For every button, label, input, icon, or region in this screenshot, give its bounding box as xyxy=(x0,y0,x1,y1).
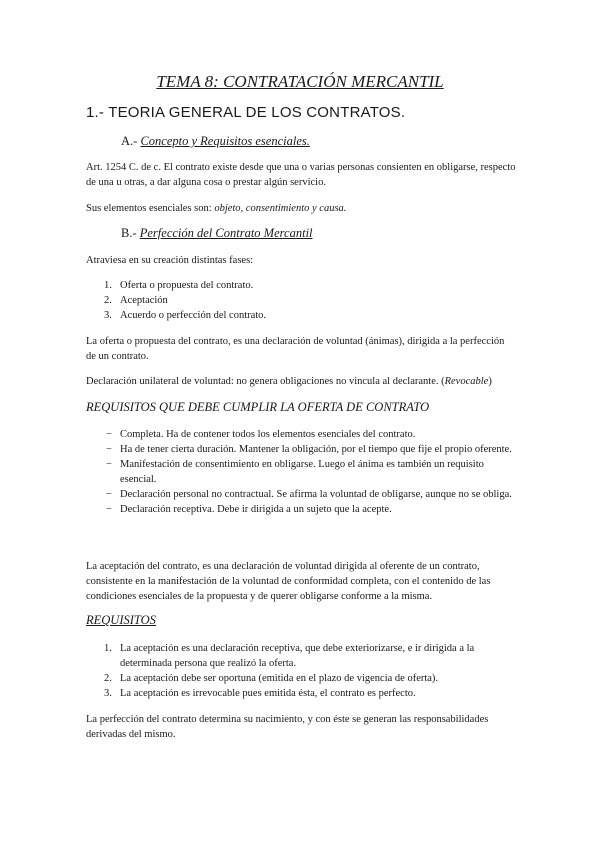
phase-item-number: 3. xyxy=(104,310,112,321)
elements-italic: objeto, consentimiento y causa. xyxy=(214,203,347,214)
acceptance-requirements-list xyxy=(86,641,516,701)
bullet-dash-icon: − xyxy=(106,444,112,455)
art-1254-paragraph: Art. 1254 C. de c. El contrato existe desde que una o varias personas consienten en obligarse, respecto de una u otras, a dar alguna cosa o prestar algún servicio. xyxy=(86,162,516,188)
offer-requirement-item-text: Declaración receptiva. Debe ir dirigida a un sujeto que la acepte. xyxy=(120,504,392,515)
bullet-dash-icon: − xyxy=(106,489,112,500)
acceptance-requirement-item xyxy=(86,671,516,686)
unilateral-close: ) xyxy=(488,376,492,387)
phases-intro: Atraviesa en su creación distintas fases: xyxy=(86,255,254,266)
acceptance-requirement-item-number: 2. xyxy=(104,673,112,684)
unilateral-paragraph xyxy=(86,374,526,389)
phase-item-text: Aceptación xyxy=(120,295,168,306)
phases-list xyxy=(86,278,516,323)
subsection-b-heading xyxy=(121,226,313,241)
acceptance-requirement-item-text: La aceptación es una declaración receptiva, que debe exteriorizarse, e ir dirigida a la determinada persona que realizó la oferta. xyxy=(120,643,475,669)
acceptance-requirement-item-number: 3. xyxy=(104,688,112,699)
page-title: TEMA 8: CONTRATACIÓN MERCANTIL xyxy=(156,72,444,91)
phase-item xyxy=(86,308,516,323)
offer-requirements-list xyxy=(86,427,516,517)
requirements-heading: REQUISITOS xyxy=(86,613,156,627)
perfection-paragraph: La perfección del contrato determina su nacimiento, y con éste se generan las responsabilidades derivadas del mismo. xyxy=(86,714,489,740)
offer-requirements-heading: REQUISITOS QUE DEBE CUMPLIR LA OFERTA DE CONTRATO xyxy=(86,400,430,414)
section-heading: 1.- TEORIA GENERAL DE LOS CONTRATOS. xyxy=(86,104,406,121)
offer-requirement-item-text: Declaración personal no contractual. Se afirma la voluntad de obligarse, aunque no se obliga. xyxy=(120,489,512,500)
elements-prefix: Sus elementos esenciales son: xyxy=(86,203,215,214)
offer-requirement-item xyxy=(86,457,516,487)
acceptance-requirement-item-number: 1. xyxy=(104,643,112,654)
subsection-b-title: Perfección del Contrato Mercantil xyxy=(139,226,313,240)
offer-definition: La oferta o propuesta del contrato, es una declaración de voluntad (ánimas), dirigida a la perfección de un contrato. xyxy=(86,336,505,362)
offer-requirement-item xyxy=(86,487,516,502)
phase-item-text: Oferta o propuesta del contrato. xyxy=(120,280,254,291)
offer-requirement-item xyxy=(86,502,516,517)
offer-requirement-item xyxy=(86,442,516,457)
offer-requirement-item-text: Manifestación de consentimiento en obligarse. Luego el ánima es también un requisito esencial. xyxy=(120,459,484,485)
phase-item-number: 2. xyxy=(104,295,112,306)
phase-item xyxy=(86,278,516,293)
subsection-a-prefix: A.- xyxy=(121,134,141,148)
acceptance-definition: La aceptación del contrato, es una declaración de voluntad dirigida al oferente de un contrato, consistente en la manifestación de la voluntad de conformidad completa, con el contenido de las condiciones esenciales de la propuesta y de querer obligarse conforme a la misma. xyxy=(86,561,491,602)
offer-requirement-item xyxy=(86,427,516,442)
elements-paragraph xyxy=(86,201,516,216)
acceptance-requirement-item-text: La aceptación debe ser oportuna (emitida en el plazo de vigencia de oferta). xyxy=(120,673,439,684)
offer-requirement-item-text: Completa. Ha de contener todos los elementos esenciales del contrato. xyxy=(120,429,416,440)
unilateral-text: Declaración unilateral de voluntad: no genera obligaciones no vincula al declarante. ( xyxy=(86,376,445,387)
acceptance-requirement-item xyxy=(86,686,516,701)
subsection-a-title: Concepto y Requisitos esenciales. xyxy=(140,134,310,148)
bullet-dash-icon: − xyxy=(106,429,112,440)
phase-item-number: 1. xyxy=(104,280,112,291)
acceptance-requirement-item-text: La aceptación es irrevocable pues emitida ésta, el contrato es perfecto. xyxy=(120,688,416,699)
acceptance-requirement-item xyxy=(86,641,516,671)
unilateral-italic: Revocable xyxy=(444,376,489,387)
bullet-dash-icon: − xyxy=(106,459,112,470)
bullet-dash-icon: − xyxy=(106,504,112,515)
subsection-b-prefix: B.- xyxy=(121,226,140,240)
phase-item xyxy=(86,293,516,308)
offer-requirement-item-text: Ha de tener cierta duración. Mantener la obligación, por el tiempo que fije el propio oferente. xyxy=(120,444,512,455)
phase-item-text: Acuerdo o perfección del contrato. xyxy=(120,310,267,321)
subsection-a-heading xyxy=(121,134,310,149)
